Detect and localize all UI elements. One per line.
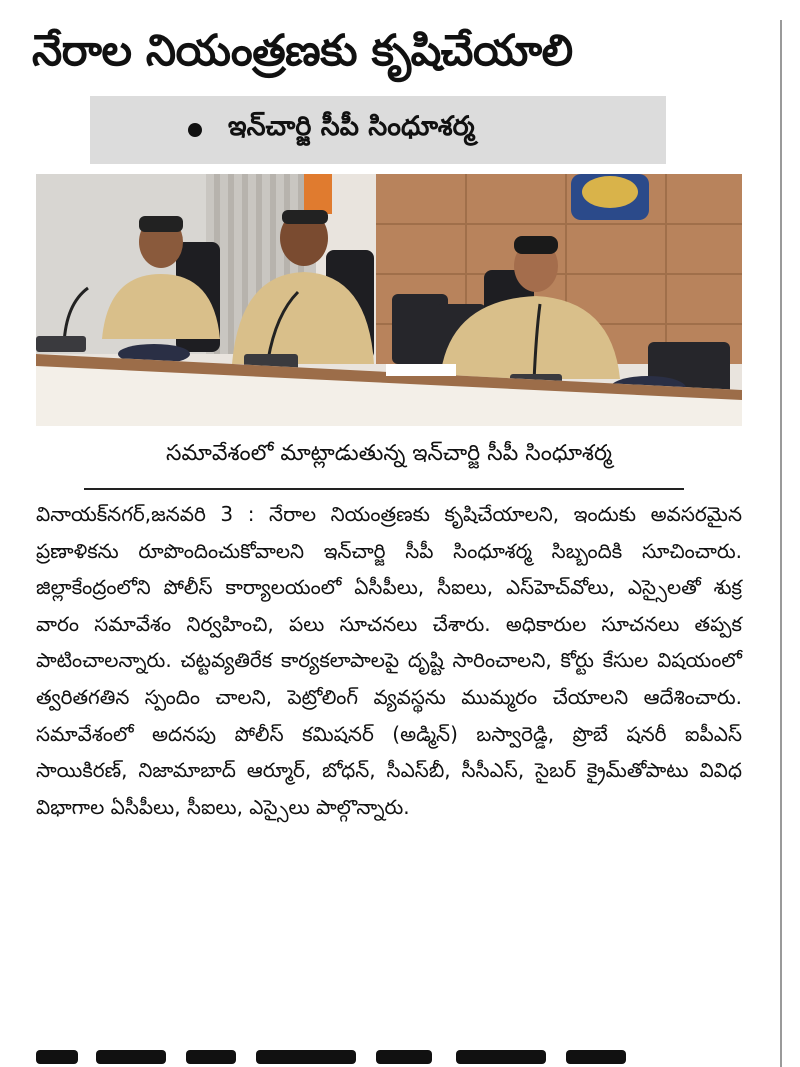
subheadline: ఇన్‌చార్జి సీపీ సింధూశర్మ	[228, 111, 475, 142]
article-body	[36, 496, 742, 825]
next-article-headline-cutoff	[36, 1036, 742, 1067]
headline: నేరాల నియంత్రణకు కృషిచేయాలి	[32, 26, 573, 76]
caption-divider	[84, 488, 684, 490]
news-photo	[36, 174, 742, 426]
body-paragraph: వినాయక్‌నగర్‌,జనవరి 3 : నేరాల నియంత్రణకు కృషిచేయాలని, ఇందుకు అవసరమైన ప్రణాళికను రూపొందించుకోవాలని ఇన్‌చార్జి సీపీ సింధూశర్మ సిబ్బందికి సూచించారు. జిల్లాకేంద్రంలోని పోలీస్‌ కార్యాలయంలో ఏసీపీలు, సీఐలు, ఎస్‌హెచ్‌వోలు, ఎస్సైలతో శుక్ర వారం సమావేశం నిర్వహించి, పలు సూచనలు చేశారు. అధికారుల సూచనలు తప్పక పాటించాలన్నారు. చట్టవ్యతిరేక కార్యకలాపాలపై దృష్టి సారించాలని, కోర్టు కేసుల విషయంలో త్వరితగతిన స్పందిం చాలని, పెట్రోలింగ్‌ వ్యవస్థను ముమ్మరం చేయాలని ఆదేశించారు. సమావేశంలో అదనపు పోలీస్‌ కమిషనర్‌ (అడ్మిన్‌) బస్వారెడ్డి, ప్రొబే షనరీ ఐపీఎస్‌ సాయికిరణ్‌, నిజామాబాద్‌ ఆర్మూర్‌, బోధన్‌, సీఎస్‌బీ, సీసీఎస్‌, సైబర్‌ క్రైమ్‌తోపాటు వివిధ విభాగాల ఏసీపీలు, సీఐలు, ఎస్సైలు పాల్గొన్నారు.	[36, 502, 742, 819]
bullet-icon	[188, 123, 202, 137]
photo-caption: సమావేశంలో మాట్లాడుతున్న ఇన్‌చార్జి సీపీ సింధూశర్మ	[166, 441, 612, 466]
subheadline-box	[90, 96, 666, 164]
column-divider	[780, 20, 782, 1067]
